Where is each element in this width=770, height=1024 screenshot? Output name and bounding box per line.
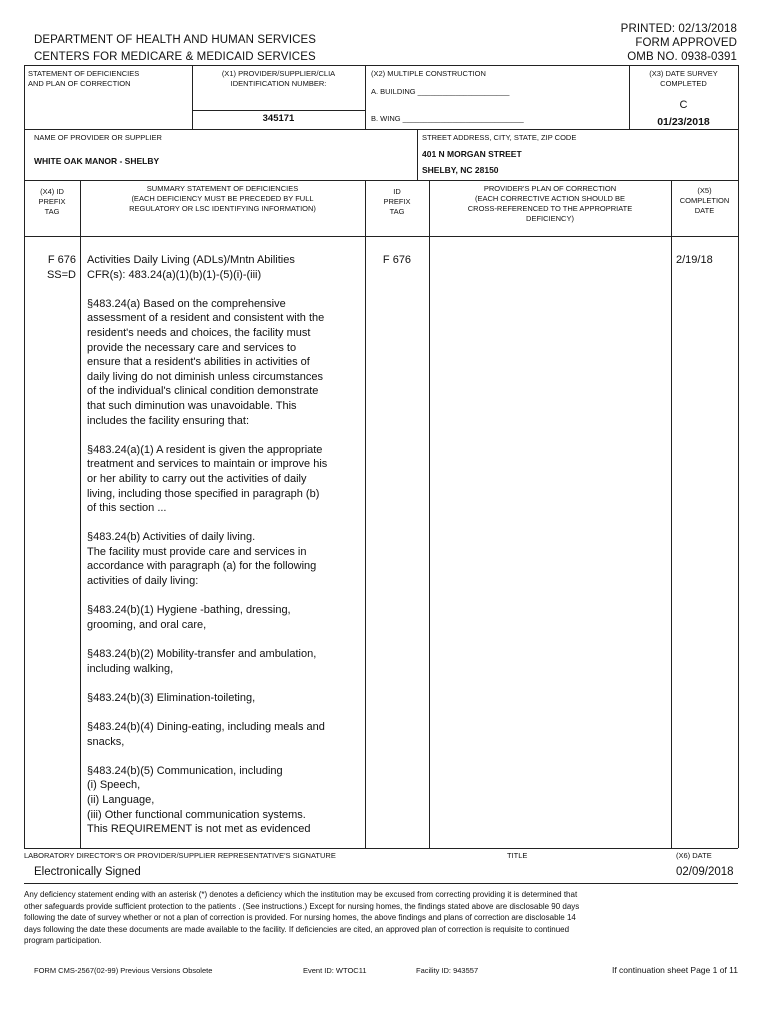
event-id: Event ID: WTOC11 xyxy=(303,966,367,975)
column-divider xyxy=(365,180,366,848)
disclaimer-text: Any deficiency statement ending with an asterisk (*) denotes a deficiency which the institution may be excused from correcting providing it is determined that other safeguards provide sufficient protection to the patients . (See instructions.) Except for nursing homes, the findings stated above are disclosable 90 days following the date of survey whether or not a plan of correction is provided. For nursing homes, the above findings and plans of correction are disclosable 14 days following the date these documents are made available to the facility. If deficiencies are cited, an approved plan of correction is requisite to continued program participation. xyxy=(24,890,580,945)
column-divider xyxy=(671,180,672,848)
printed-date: PRINTED: 02/13/2018 xyxy=(620,23,737,35)
signature-bottom-border xyxy=(24,883,738,884)
signature-label: LABORATORY DIRECTOR'S OR PROVIDER/SUPPLIER REPRESENTATIVE'S SIGNATURE xyxy=(24,851,336,860)
signature-value: Electronically Signed xyxy=(34,866,141,878)
cell-divider xyxy=(417,129,418,180)
wing-label: B. WING _____________________________ xyxy=(371,114,524,123)
table-left-border xyxy=(24,65,25,848)
cell-divider xyxy=(365,65,366,129)
regulation-paragraph: §483.24(b)(4) Dining-eating, including meals and snacks, xyxy=(87,721,325,748)
provider-name: WHITE OAK MANOR - SHELBY xyxy=(34,156,160,166)
table-right-border xyxy=(738,65,739,848)
col-id-header: ID PREFIX TAG xyxy=(383,187,411,216)
regulation-paragraph: §483.24(a) Based on the comprehensive assessment of a resident and consistent with the resident's needs and choices, the facility must provide the necessary care and services to ensure that a resident's abilities in activities of daily living do not diminish unless circumstances of the individual's clinical condition demonstrate that such diminution was unavoidable. This includes the facility ensuring that: xyxy=(87,297,325,427)
city-state-zip: SHELBY, NC 28150 xyxy=(422,165,499,175)
agency-name: CENTERS FOR MEDICARE & MEDICAID SERVICES xyxy=(34,51,316,63)
regulation-paragraph: §483.24(a)(1) A resident is given the appropriate treatment and services to maintain or improve his or her ability to carry out the activities of daily living, including those specified in paragraph (b) of this section ... xyxy=(87,443,328,515)
form-number: FORM CMS-2567(02-99) Previous Versions Obsolete xyxy=(34,966,213,975)
x6-date-label: (X6) DATE xyxy=(676,851,712,860)
building-label: A. BUILDING ______________________ xyxy=(371,87,510,96)
regulation-paragraph: §483.24(b)(2) Mobility-transfer and ambulation, including walking, xyxy=(87,648,317,675)
deficiency-tag: F 676 SS=D xyxy=(46,254,76,281)
table-top-border xyxy=(24,65,738,66)
x3-label: (X3) DATE SURVEY COMPLETED xyxy=(649,69,718,88)
regulation-paragraph: §483.24(b)(1) Hygiene -bathing, dressing, grooming, and oral care, xyxy=(87,604,291,631)
x1-label: (X1) PROVIDER/SUPPLIER/CLIA IDENTIFICATION NUMBER: xyxy=(221,69,336,88)
table-header-divider xyxy=(24,236,738,237)
facility-id: Facility ID: 943557 xyxy=(416,966,479,975)
provider-name-label: NAME OF PROVIDER OR SUPPLIER xyxy=(34,133,162,142)
department-name: DEPARTMENT OF HEALTH AND HUMAN SERVICES xyxy=(34,34,317,46)
completion-date: 2/19/18 xyxy=(676,254,713,266)
cell-divider xyxy=(192,110,365,111)
table-row-divider xyxy=(24,180,738,181)
column-divider xyxy=(429,180,430,848)
column-divider xyxy=(80,180,81,848)
regulation-paragraph: §483.24(b)(3) Elimination-toileting, xyxy=(87,691,256,704)
street-address: 401 N MORGAN STREET xyxy=(422,149,522,159)
regulation-paragraph: §483.24(b)(5) Communication, including (i) Speech, (ii) Language, (iii) Other functional communication systems. This REQUIREMENT is not met as evidenced xyxy=(87,764,311,836)
signature-date: 02/09/2018 xyxy=(676,866,734,878)
x2-label: (X2) MULTIPLE CONSTRUCTION xyxy=(371,69,486,78)
form-approved: FORM APPROVED xyxy=(635,37,737,49)
table-row-divider xyxy=(24,129,738,130)
title-label: TITLE xyxy=(507,851,528,860)
survey-type-letter: C xyxy=(679,99,688,111)
survey-completed-date: 01/23/2018 xyxy=(657,116,710,128)
col-plan-header: PROVIDER'S PLAN OF CORRECTION (EACH CORRECTIVE ACTION SHOULD BE CROSS-REFERENCED TO THE APPROPRIATE DEFICIENCY) xyxy=(467,184,633,223)
omb-number: OMB NO. 0938-0391 xyxy=(627,51,737,63)
statement-label: STATEMENT OF DEFICIENCIES AND PLAN OF CORRECTION xyxy=(28,69,140,88)
deficiency-summary xyxy=(87,253,363,837)
deficiency-title: Activities Daily Living (ADLs)/Mntn Abilities CFR(s): 483.24(a)(1)(b)(1)-(5)(i)-(iii) xyxy=(87,254,295,281)
regulation-paragraph: §483.24(b) Activities of daily living. The facility must provide care and services in accordance with paragraph (a) for the following activities of daily living: xyxy=(87,531,317,588)
plan-id-tag: F 676 xyxy=(382,254,412,266)
table-bottom-border xyxy=(24,848,738,849)
provider-id: 345171 xyxy=(262,113,295,124)
col-x5-header: (X5) COMPLETION DATE xyxy=(679,186,730,215)
page-indicator: If continuation sheet Page 1 of 11 xyxy=(611,965,738,975)
address-label: STREET ADDRESS, CITY, STATE, ZIP CODE xyxy=(422,133,577,142)
col-summary-header: SUMMARY STATEMENT OF DEFICIENCIES (EACH DEFICIENCY MUST BE PRECEDED BY FULL REGULATORY OR LSC IDENTIFYING INFORMATION) xyxy=(129,184,316,213)
col-x4-header: (X4) ID PREFIX TAG xyxy=(38,187,66,216)
